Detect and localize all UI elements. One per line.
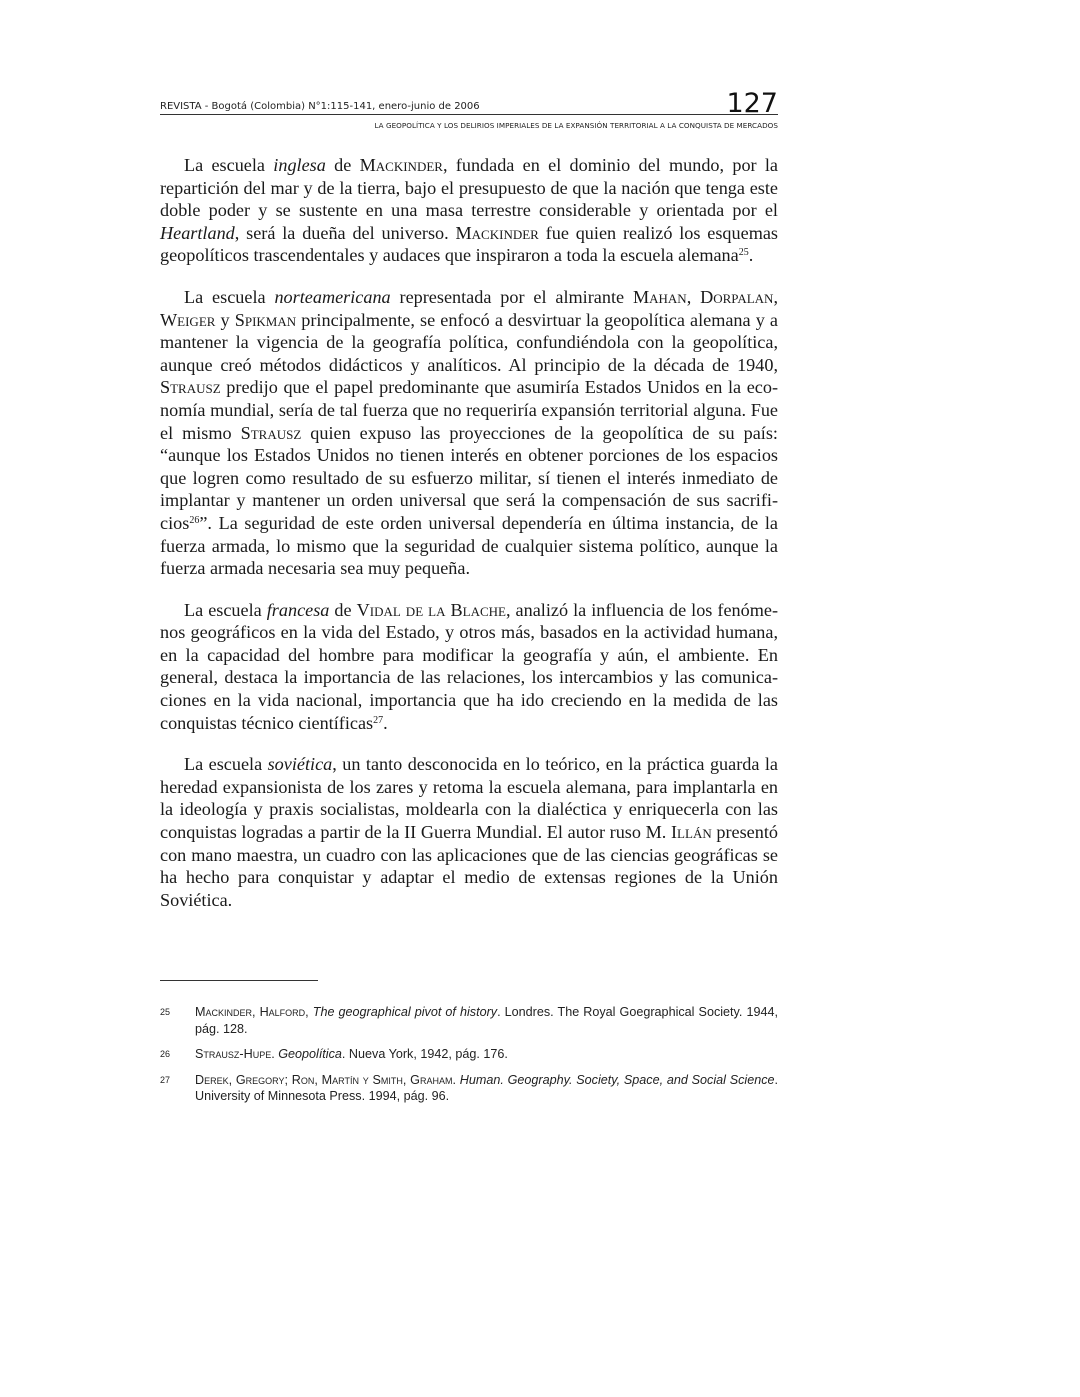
text: ,	[773, 286, 778, 307]
text: . Londres. The Royal Goegraphical Society. 1944, pág. 128.	[195, 1005, 778, 1036]
text: , analizó la influencia de los fenómenos geográficos en la vida del Estado, y otros más, basados en la actividad humana, en la capacidad del hombre para modificar la geografía y aún, el ambiente. En general, destaca la importancia de las relaciones, los intercambios y las comunicaciones en la vida nacional, importancia que ha ido creciendo en la medida de las conquistas técnico científicas	[160, 599, 779, 733]
author-name: Mackinder	[455, 222, 539, 243]
text: , fundada en el dominio del mundo, por la repartición del mar y de la tierra, bajo el presupuesto de que la nación que tenga este doble poder y se sustente en una masa terrestre considerable y orientada por el	[160, 155, 779, 221]
footnote-25	[160, 1004, 778, 1037]
citation-author: Mackinder, Halford	[195, 1005, 306, 1019]
text: y	[215, 309, 235, 330]
footnote-reference[interactable]: 27	[373, 714, 384, 726]
header-row	[160, 84, 778, 119]
footnote-reference[interactable]: 25	[738, 247, 749, 259]
author-name: Dorpalan	[700, 286, 774, 307]
text: . Nueva York, 1942, pág. 176.	[341, 1047, 508, 1061]
text: de	[329, 599, 357, 620]
page-number: 127	[726, 88, 778, 119]
text: La escuela	[184, 286, 275, 307]
text: La escuela	[184, 599, 267, 620]
footnote-reference[interactable]: 26	[189, 514, 200, 526]
footnote-number: 25	[160, 1007, 171, 1017]
text: La escuela	[184, 754, 268, 775]
author-name: Vidal de la Blache	[356, 599, 506, 620]
text: ,	[686, 286, 701, 307]
text: principalmente, se enfocó a desvirtuar la geopolítica alemana y a mantener la vigencia de la geografía política, confundiéndola con la geopolítica, aunque creó métodos didácticos y analíticos. Al principio de la década de 1940,	[160, 309, 778, 375]
paragraph-soviet-school	[160, 753, 778, 911]
footnote-number: 27	[160, 1074, 171, 1085]
author-name: Strausz	[160, 377, 221, 398]
text: .	[383, 712, 388, 733]
citation-title: The geographical pivot of history	[312, 1005, 498, 1019]
text: La escuela	[184, 155, 274, 175]
emphasis: norteamericana	[274, 286, 391, 307]
emphasis: soviética	[267, 754, 333, 775]
citation-title: Geopolítica	[278, 1047, 342, 1061]
emphasis: francesa	[266, 599, 330, 620]
emphasis: inglesa	[273, 155, 326, 175]
author-name: Weiger	[160, 309, 216, 330]
article-body	[160, 154, 778, 930]
author-name: Illán	[671, 822, 712, 843]
journal-reference: REVISTA - Bogotá (Colombia) N°1:115-141, enero-junio de 2006	[160, 101, 480, 112]
emphasis: Heartland	[160, 222, 235, 243]
text: , un tanto desconocida en lo teórico, en la práctica guarda la heredad expansionista de los zares y retoma la escuela alemana, para implantarla en la ideología y praxis socialistas, moldearla con la dialéctica y enriquecerla con las conquistas logradas a partir de la II Guerra Mundial. El autor ruso M.	[160, 754, 779, 843]
text: fue quien realizó los esquemas geopolíticos trascendentales y audaces que inspiraron a toda la escuela alemana	[160, 222, 778, 266]
author-name: Mahan	[632, 286, 687, 307]
author-name: Mackinder	[359, 155, 443, 175]
text: . University of Minnesota Press. 1994, pág. 96.	[195, 1072, 779, 1103]
text: presentó con mano maestra, un cuadro con las aplicaciones que de las ciencias geográficas se ha hecho para conquistar y adaptar el medio de extensas regiones de la Unión Soviética.	[160, 822, 778, 910]
author-name: Strausz	[240, 422, 302, 443]
text: predijo que el papel predominante que asumiría Estados Unidos en la economía mundial, sería de tal fuerza que no requeriría expansión territorial alguna. Fue el mismo	[160, 377, 778, 443]
footnote-divider	[160, 980, 318, 981]
footnote-number: 26	[160, 1049, 171, 1059]
citation-title: Human. Geography. Society, Space, and Social Science	[459, 1072, 775, 1087]
running-title: LA GEOPOLÍTICA Y LOS DELIRIOS IMPERIALES DE LA EXPANSIÓN TERRITORIAL A LA CONQUISTA DE MERCADOS	[374, 121, 778, 130]
text: , será la dueña del universo.	[234, 222, 456, 243]
footnote-26	[160, 1046, 778, 1063]
citation-author: Derek, Gregory; Ron, Martín y Smith, Graham	[195, 1072, 453, 1087]
footnote-27	[160, 1072, 778, 1105]
footnotes	[160, 1004, 778, 1114]
text: de	[325, 155, 360, 175]
text: .	[271, 1047, 279, 1061]
citation-author: Strausz-Hupe	[195, 1047, 272, 1061]
text: representada por el almirante	[390, 286, 633, 307]
text: ,	[305, 1005, 313, 1019]
text: ”. La seguridad de este orden universal dependería en última instancia, de la fuerza armada, lo mismo que la seguridad de cualquier sistema político, aunque la fuerza armada necesaria sea muy pequeña.	[160, 512, 778, 579]
text: .	[452, 1072, 460, 1087]
author-name: Spikman	[234, 309, 297, 330]
paragraph-american-school	[160, 286, 778, 580]
text: quien expuso las proyecciones de la geopolítica de su país: “aunque los Estados Unidos no tienen interés en obtener porciones de los espacios que logren como resultado de su esfuerzo militar, sí tienen el interés inmediato de implantar y mantener un orden universal que será la compensación de sus sacrificios	[160, 422, 778, 533]
paragraph-french-school	[160, 599, 778, 735]
paragraph-english-school	[160, 154, 778, 267]
text: .	[748, 245, 754, 266]
page-header	[160, 84, 778, 130]
